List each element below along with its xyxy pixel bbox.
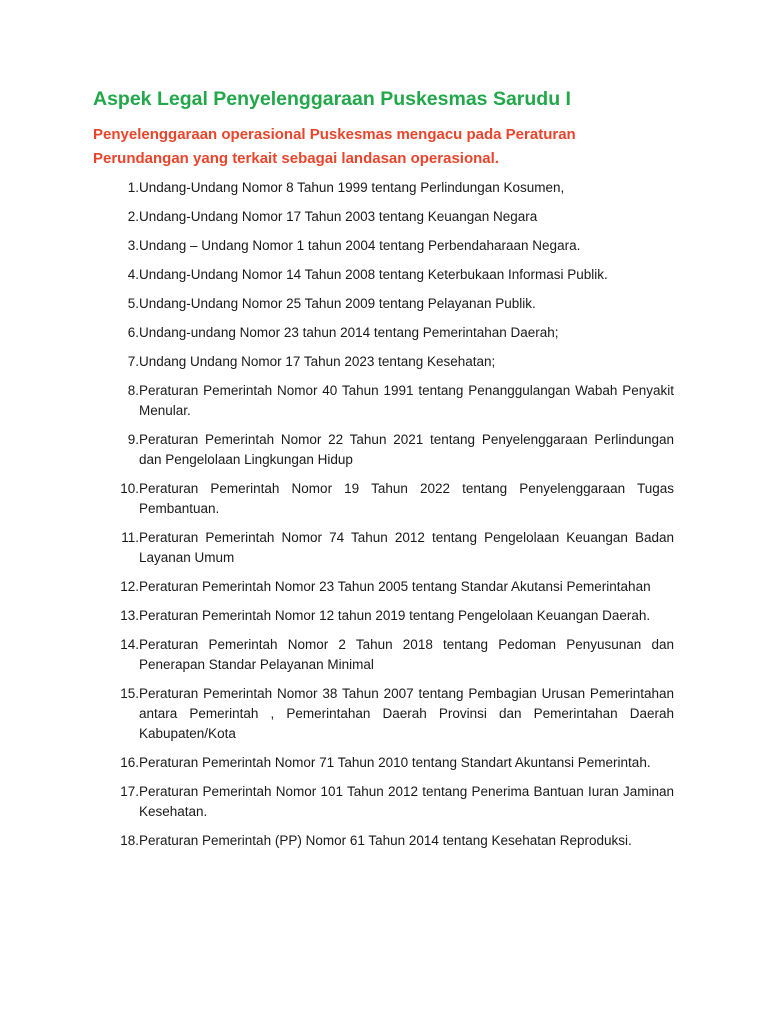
list-item-text: Peraturan Pemerintah Nomor 101 Tahun 2012 tentang Penerima Bantuan Iuran Jaminan Kesehatan. bbox=[139, 784, 674, 819]
list-item-text: Undang-Undang Nomor 25 Tahun 2009 tentang Pelayanan Publik. bbox=[139, 296, 536, 311]
list-item bbox=[93, 684, 674, 744]
list-item-text: Peraturan Pemerintah (PP) Nomor 61 Tahun 2014 tentang Kesehatan Reproduksi. bbox=[139, 833, 632, 848]
list-item-number: 3. bbox=[127, 238, 139, 253]
list-item bbox=[93, 352, 674, 372]
list-item-text: Peraturan Pemerintah Nomor 23 Tahun 2005 tentang Standar Akutansi Pemerintahan bbox=[139, 579, 651, 594]
list-item bbox=[93, 178, 674, 198]
list-item-text: Peraturan Pemerintah Nomor 22 Tahun 2021 tentang Penyelenggaraan Perlindungan dan Pengelolaan Lingkungan Hidup bbox=[139, 432, 674, 467]
list-item-number: 12. bbox=[120, 579, 139, 594]
regulation-list bbox=[93, 178, 674, 851]
list-item bbox=[93, 479, 674, 519]
list-item-number: 15. bbox=[120, 686, 139, 701]
list-item bbox=[93, 207, 674, 227]
list-item-number: 16. bbox=[120, 755, 139, 770]
list-item bbox=[93, 831, 674, 851]
list-item-number: 2. bbox=[127, 209, 139, 224]
list-item-text: Undang Undang Nomor 17 Tahun 2023 tentang Kesehatan; bbox=[139, 354, 496, 369]
list-item-number: 14. bbox=[120, 637, 139, 652]
list-item-number: 13. bbox=[120, 608, 139, 623]
list-item-text: Peraturan Pemerintah Nomor 19 Tahun 2022 tentang Penyelenggaraan Tugas Pembantuan. bbox=[139, 481, 674, 516]
list-item-number: 11. bbox=[121, 530, 139, 545]
list-item-number: 18. bbox=[120, 833, 139, 848]
list-item bbox=[93, 635, 674, 675]
list-item bbox=[93, 782, 674, 822]
list-item bbox=[93, 606, 674, 626]
list-item-number: 8. bbox=[127, 383, 139, 398]
list-item bbox=[93, 265, 674, 285]
list-item-text: Peraturan Pemerintah Nomor 2 Tahun 2018 tentang Pedoman Penyusunan dan Penerapan Standar Pelayanan Minimal bbox=[139, 637, 674, 672]
list-item-number: 9. bbox=[127, 432, 139, 447]
list-item-text: Peraturan Pemerintah Nomor 74 Tahun 2012 tentang Pengelolaan Keuangan Badan Layanan Umum bbox=[139, 530, 674, 565]
list-item-text: Peraturan Pemerintah Nomor 71 Tahun 2010 tentang Standart Akuntansi Pemerintah. bbox=[139, 755, 651, 770]
list-item-number: 6. bbox=[127, 325, 139, 340]
list-item-text: Undang-Undang Nomor 17 Tahun 2003 tentang Keuangan Negara bbox=[139, 209, 538, 224]
list-item bbox=[93, 323, 674, 343]
list-item-number: 17. bbox=[120, 784, 139, 799]
list-item-number: 4. bbox=[127, 267, 139, 282]
list-item bbox=[93, 753, 674, 773]
list-item-text: Peraturan Pemerintah Nomor 12 tahun 2019 tentang Pengelolaan Keuangan Daerah. bbox=[139, 608, 651, 623]
list-item-text: Undang-Undang Nomor 14 Tahun 2008 tentang Keterbukaan Informasi Publik. bbox=[139, 267, 608, 282]
list-item bbox=[93, 528, 674, 568]
list-item-text: Undang – Undang Nomor 1 tahun 2004 tentang Perbendaharaan Negara. bbox=[139, 238, 581, 253]
list-item bbox=[93, 294, 674, 314]
list-item-text: Undang-Undang Nomor 8 Tahun 1999 tentang Perlindungan Kosumen, bbox=[139, 180, 565, 195]
page-subtitle: Penyelenggaraan operasional Puskesmas mengacu pada Peraturan Perundangan yang terkait sebagai landasan operasional. bbox=[93, 126, 576, 167]
list-item bbox=[93, 430, 674, 470]
list-item-text: Peraturan Pemerintah Nomor 38 Tahun 2007 tentang Pembagian Urusan Pemerintahan antara Pemerintah , Pemerintahan Daerah Provinsi dan Pemerintahan Daerah Kabupaten/Kota bbox=[139, 686, 674, 741]
list-item-number: 7. bbox=[127, 354, 139, 369]
list-item bbox=[93, 577, 674, 597]
list-item bbox=[93, 381, 674, 421]
list-item-number: 10. bbox=[120, 481, 139, 496]
page-title: Aspek Legal Penyelenggaraan Puskesmas Sarudu I bbox=[93, 88, 571, 110]
list-item-number: 1. bbox=[127, 180, 139, 195]
list-item-text: Undang-undang Nomor 23 tahun 2014 tentang Pemerintahan Daerah; bbox=[139, 325, 559, 340]
list-item-number: 5. bbox=[127, 296, 139, 311]
list-item-text: Peraturan Pemerintah Nomor 40 Tahun 1991 tentang Penanggulangan Wabah Penyakit Menular. bbox=[139, 383, 674, 418]
list-item bbox=[93, 236, 674, 256]
